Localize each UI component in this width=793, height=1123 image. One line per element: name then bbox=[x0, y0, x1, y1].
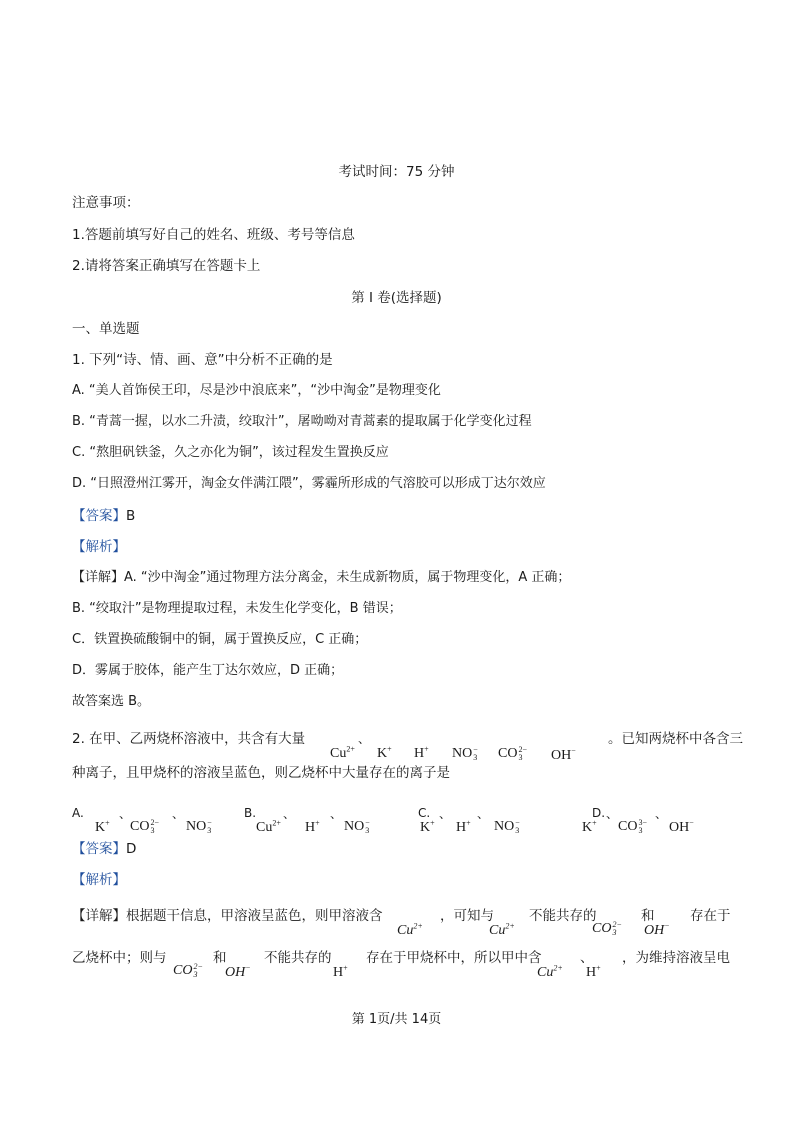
option-d-ion-k: K+ bbox=[582, 818, 597, 835]
notes-title: 注意事项： bbox=[72, 195, 140, 211]
q1-answer bbox=[72, 506, 135, 526]
q1-detail-1: 【详解】A. “沙中淘金”通过物理方法分离金，未生成新物质，属于物理变化，A 正确； bbox=[72, 570, 571, 585]
ion-k: K+ bbox=[377, 744, 392, 761]
ion-co3: CO2− 3 bbox=[498, 744, 527, 762]
detail-ion-cu2: $Cu^{2+}$ bbox=[489, 921, 515, 938]
option-a-ion-k: K+ bbox=[95, 818, 110, 835]
ion-cu2: $Cu^{2+}$ bbox=[330, 744, 355, 761]
option-b-ion-no3: NO− 3 bbox=[344, 817, 370, 835]
answer-label: 【答案】 bbox=[72, 841, 126, 857]
answer-value: D bbox=[126, 841, 137, 857]
detail-ion-h: H+ bbox=[333, 963, 348, 980]
option-b-ion-h: H+ bbox=[305, 818, 320, 835]
separator: 、 bbox=[606, 807, 619, 821]
page-footer: 第 1页/共 14页 bbox=[351, 1012, 442, 1027]
detail-ion-co3: CO2− 3 bbox=[592, 919, 622, 937]
detail-ion-co3: CO2− 3 bbox=[173, 961, 203, 979]
q1-detail-3: C．铁置换硫酸铜中的铜，属于置换反应，C 正确； bbox=[72, 632, 368, 647]
q2-detail-b5: 、 bbox=[580, 950, 594, 966]
q2-detail-b2: 和 bbox=[213, 950, 227, 966]
q2-detail-b6: ，为维持溶液呈电 bbox=[622, 950, 730, 966]
q1-option-b: B. “青蒿一握，以水二升渍，绞取汁”，屠呦呦对青蒿素的提取属于化学变化过程 bbox=[72, 414, 532, 429]
notes-item-1: 1.答题前填写好自己的姓名、班级、考号等信息 bbox=[72, 227, 355, 243]
q2-detail-a5: 存在于 bbox=[690, 908, 731, 924]
detail-ion-oh: OH− bbox=[225, 963, 251, 980]
q2-detail-a4: 和 bbox=[641, 908, 655, 924]
detail-ion-cu2: $Cu^{2+}$ bbox=[537, 963, 563, 980]
q2-detail-a3: 不能共存的 bbox=[529, 908, 597, 924]
ion-no3: NO− 3 bbox=[452, 744, 478, 762]
option-a-ion-co3: CO2− 3 bbox=[130, 817, 159, 835]
q2-detail-b3: 不能共存的 bbox=[264, 950, 332, 966]
separator: 、 bbox=[119, 807, 132, 821]
option-c-ion-no3: NO− 3 bbox=[494, 817, 520, 835]
q2-answer bbox=[72, 839, 136, 859]
section-title: 第 I 卷(选择题) bbox=[351, 290, 442, 306]
part-title: 一、单选题 bbox=[72, 321, 140, 337]
detail-ion-cu2: $Cu^{2+}$ bbox=[397, 921, 423, 938]
q2-detail-b1: 乙烧杯中；则与 bbox=[72, 950, 167, 966]
q2-option-c-label: C. bbox=[418, 806, 431, 820]
q1-detail-5: 故答案选 B。 bbox=[72, 694, 151, 709]
q1-option-d: D. “日照澄州江雾开，淘金女伴满江隈”，雾霾所形成的气溶胶可以形成丁达尔效应 bbox=[72, 476, 546, 491]
detail-ion-h: H+ bbox=[586, 963, 601, 980]
q1-analysis-label: 【解析】 bbox=[72, 539, 126, 555]
option-b-ion-cu2: $Cu^{2+}$ bbox=[256, 818, 281, 835]
q2-analysis-label: 【解析】 bbox=[72, 872, 126, 888]
option-d-ion-co3: CO3− 3 bbox=[618, 817, 647, 835]
separator: 、 bbox=[655, 807, 668, 821]
ion-oh: OH− bbox=[551, 746, 576, 763]
q1-detail-4: D．雾属于胶体，能产生丁达尔效应，D 正确； bbox=[72, 663, 344, 678]
q1-detail-2: B. “绞取汁”是物理提取过程，未发生化学变化，B 错误； bbox=[72, 601, 402, 616]
q2-option-d-label: D. bbox=[592, 806, 606, 820]
q2-option-b-label: B. bbox=[244, 806, 257, 820]
q2-stem-line2: 种离子，且甲烧杯的溶液呈蓝色，则乙烧杯中大量存在的离子是 bbox=[72, 765, 450, 781]
option-d-ion-oh: OH− bbox=[669, 818, 694, 835]
separator: 、 bbox=[172, 807, 185, 821]
separator: 、 bbox=[358, 732, 371, 746]
q2-detail-b4: 存在于甲烧杯中，所以甲中含 bbox=[366, 950, 542, 966]
answer-value: B bbox=[126, 508, 136, 524]
q2-detail-a2: ，可知与 bbox=[440, 908, 494, 924]
option-c-ion-k: K+ bbox=[420, 818, 435, 835]
q2-detail-a1: 【详解】根据题干信息，甲溶液呈蓝色，则甲溶液含 bbox=[72, 908, 383, 924]
ion-h: H+ bbox=[414, 744, 429, 761]
separator: 、 bbox=[477, 807, 490, 821]
separator: 、 bbox=[283, 807, 296, 821]
separator: 、 bbox=[439, 807, 452, 821]
answer-label: 【答案】 bbox=[72, 508, 126, 524]
notes-item-2: 2.请将答案正确填写在答题卡上 bbox=[72, 258, 261, 274]
q2-stem-end: 。已知两烧杯中各含三 bbox=[608, 731, 743, 747]
exam-time: 考试时间：75 分钟 bbox=[338, 164, 455, 180]
option-c-ion-h: H+ bbox=[456, 818, 471, 835]
q1-stem: 1. 下列“诗、情、画、意”中分析不正确的是 bbox=[72, 352, 333, 368]
detail-ion-oh: OH− bbox=[644, 921, 670, 938]
q1-option-c: C. “熬胆矾铁釜，久之亦化为铜”，该过程发生置换反应 bbox=[72, 445, 389, 460]
option-a-ion-no3: NO− 3 bbox=[186, 817, 212, 835]
separator: 、 bbox=[330, 807, 343, 821]
q1-option-a: A. “美人首饰侯王印，尽是沙中浪底来”，“沙中淘金”是物理变化 bbox=[72, 383, 441, 398]
q2-option-a-label: A. bbox=[72, 806, 84, 820]
q2-stem-start: 2. 在甲、乙两烧杯溶液中，共含有大量 bbox=[72, 731, 306, 747]
